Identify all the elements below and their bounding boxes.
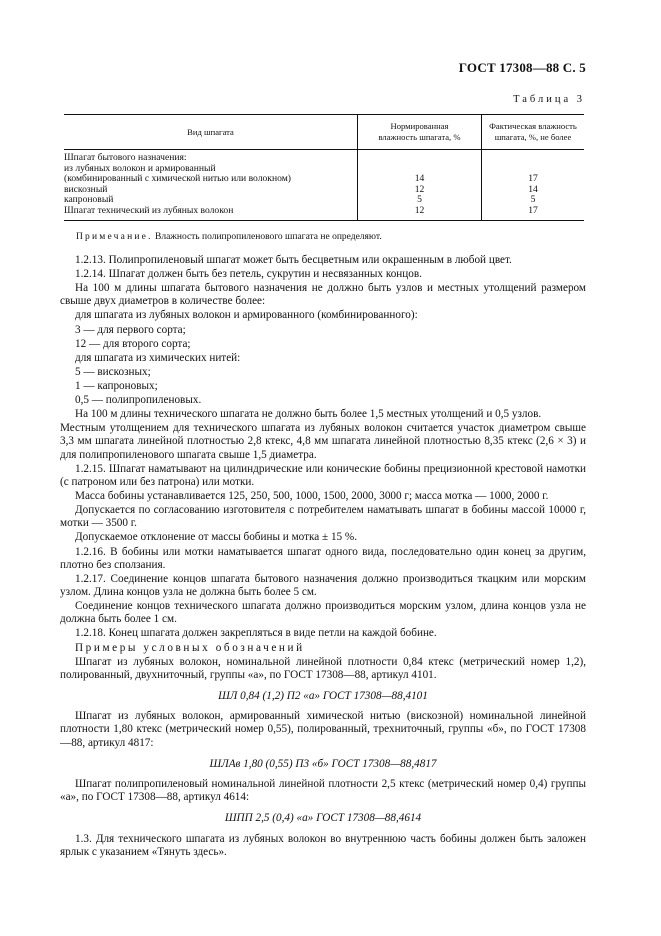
paragraph: 0,5 — полипропиленовых. xyxy=(75,394,202,407)
table-row: из лубяных волокон и армированный xyxy=(64,164,584,175)
table-row: капроновый 5 5 xyxy=(64,194,536,205)
paragraph: 1.2.16. В бобины или мотки наматывается шпагат одного вида, последовательно один конец за другим, плотно без сползания. xyxy=(60,545,586,571)
paragraph: Соединение концов технического шпагата должно производиться морским узлом, длина концов узла не должна быть более 1 см. xyxy=(60,600,586,626)
paragraph: 5 — вискозных; xyxy=(75,365,151,378)
paragraph: Шпагат полипропиленовый номинальной линейной плотности 2,5 ктекс (метрический номер 0,4) группы «а», по ГОСТ 17308—88, артикул 4614: xyxy=(60,778,586,804)
paragraph: 12 — для второго сорта; xyxy=(75,337,191,350)
paragraph: 3 — для первого сорта; xyxy=(75,323,186,336)
paragraph: Шпагат из лубяных волокон, армированный химической нитью (вискозной) номинальной линейной плотности 1,80 ктекс (метрический номер 0,55), полированный, трехниточный, группы «б», по ГОСТ 17308—88, артикул 4817: xyxy=(60,710,586,749)
paragraph: Допускается по согласованию изготовителя с потребителем наматывать шпагат в бобины массой 10000 г, мотки — 3500 г. xyxy=(60,504,586,530)
paragraph: Местным утолщением для технического шпагата из лубяных волокон считается участок диаметром свыше 3,3 мм шпагата линейной плотностью 2,8 ктекс, 4,8 мм шпагата линейной плотностью 8,35 ктекс (2,6 × 3) и для полипропиленового шпагата свыше 1,5 диаметра. xyxy=(60,422,586,461)
paragraph: 1.2.15. Шпагат наматывают на цилиндрические или конические бобины прецизионной крестовой намотки (с патроном или без патрона) или мотки. xyxy=(60,462,586,488)
table-note xyxy=(76,232,382,242)
document-body xyxy=(60,254,586,860)
paragraph: Допускаемое отклонение от массы бобины и мотка ± 15 %. xyxy=(75,531,358,544)
designation-example: ШПП 2,5 (0,4) «а» ГОСТ 17308—88,4614 xyxy=(224,812,422,825)
table-row: Шпагат технический из лубяных волокон 12 17 xyxy=(64,206,584,221)
paragraph: для шпагата из химических нитей: xyxy=(75,351,241,364)
col-header-fact: Фактическая влажность шпагата, %, не более xyxy=(482,115,585,150)
paragraph: для шпагата из лубяных волокон и армированного (комбинированного): xyxy=(75,309,418,322)
col-header-norm: Нормированная влажность шпагата, % xyxy=(358,115,482,150)
designation-example: ШЛ 0,84 (1,2) П2 «а» ГОСТ 17308—88,4101 xyxy=(218,690,428,702)
humidity-table xyxy=(64,114,584,221)
paragraph: 1.2.17. Соединение концов шпагата бытового назначения должно производиться ткацким или морским узлом. Длина концов узла не должна быть более 5 см. xyxy=(60,572,586,599)
paragraph: На 100 м длины шпагата бытового назначения не должно быть узлов и местных утолщений размером свыше двух диаметров в количестве более: xyxy=(60,282,586,308)
table-row: (комбинированный с химической нитью или волокном) 14 17 xyxy=(64,173,538,184)
table-caption: Таблица 3 xyxy=(513,94,585,105)
paragraph: 1.3. Для технического шпагата из лубяных волокон во внутреннюю часть бобины должен быть заложен ярлык с указанием «Тянуть здесь». xyxy=(60,832,586,858)
paragraph: 1.2.14. Шпагат должен быть без петель, сукрутин и несвязанных концов. xyxy=(75,268,422,281)
note-text: Влажность полипропиленового шпагата не определяют. xyxy=(152,232,382,242)
table-header-row xyxy=(64,115,584,150)
note-label: Примечание. xyxy=(76,232,153,242)
paragraph: На 100 м длины технического шпагата не должно быть более 1,5 местных утолщений и 0,5 узлов. xyxy=(75,408,542,421)
paragraph: 1.2.18. Конец шпагата должен закрепляться в виде петли на каждой бобине. xyxy=(75,627,437,640)
paragraph: Шпагат из лубяных волокон, номинальной линейной плотности 0,84 ктекс (метрический номер 1,2), полированный, двухниточный, группы «а», по ГОСТ 17308—88, артикул 4101. xyxy=(60,655,586,681)
designation-example: ШЛАв 1,80 (0,55) П3 «б» ГОСТ 17308—88,4817 xyxy=(209,757,437,770)
page-header: ГОСТ 17308—88 С. 5 xyxy=(458,60,586,75)
examples-heading: Примеры условных обозначений xyxy=(75,641,305,654)
table-row: вискозный 12 14 xyxy=(64,183,538,195)
paragraph: 1 — капроновых; xyxy=(75,379,158,392)
paragraph: 1.2.13. Полипропиленовый шпагат может быть бесцветным или окрашенным в любой цвет. xyxy=(75,254,512,266)
paragraph: Масса бобины устанавливается 125, 250, 500, 1000, 1500, 2000, 3000 г; масса мотка — 1000, 2000 г. xyxy=(75,490,549,503)
table-row: Шпагат бытового назначения: xyxy=(64,150,584,164)
col-header-type: Вид шпагата xyxy=(64,115,358,150)
